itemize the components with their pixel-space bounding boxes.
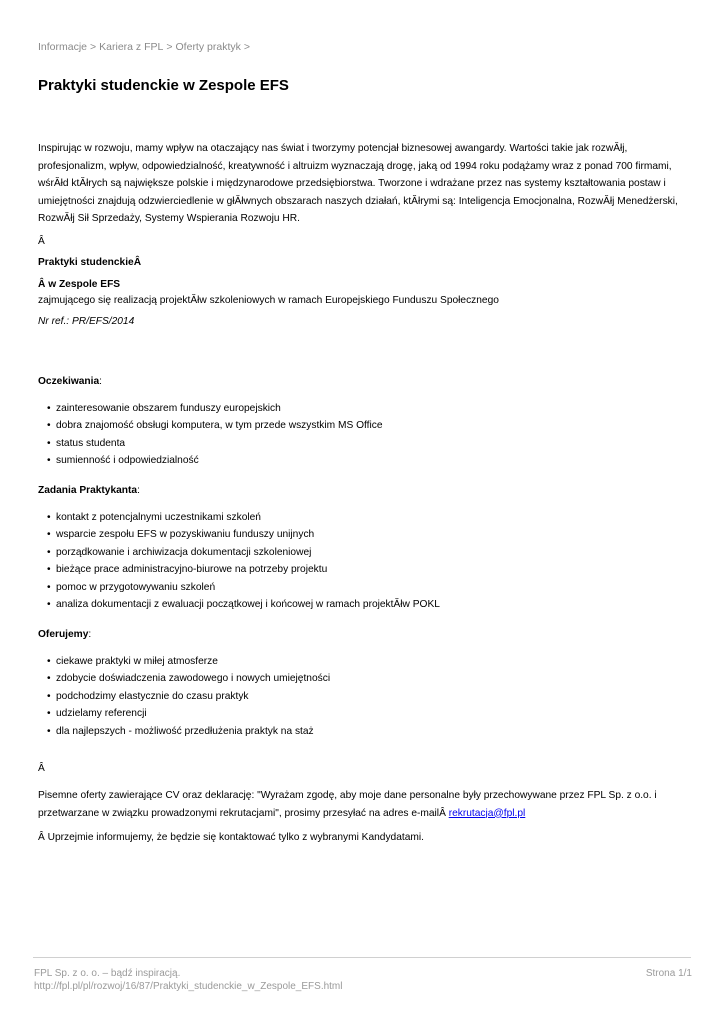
footer-page-number: Strona 1/1 — [645, 968, 692, 979]
breadcrumb — [38, 41, 253, 53]
breadcrumb-separator: > — [90, 41, 97, 53]
breadcrumb-separator: > — [166, 41, 173, 53]
section-heading-oferujemy: Oferujemy: — [38, 628, 92, 640]
breadcrumb-item-kariera[interactable]: Kariera z FPL — [99, 41, 164, 53]
list-item: • zdobycie doświadczenia zawodowego i nowych umiejętności — [47, 673, 331, 684]
intro-paragraph: Inspirując w rozwoju, mamy wpływ na otaczający nas świat i tworzymy potencjał biznesowej awangardy. Wartości takie jak rozwĂłj, profesjonalizm, wpływ, odpowiedzialność, kreatywność i altruizm wyznaczają drogę, jaką od 1994 roku podążamy wraz z ponad 700 firmami, wśrĂłd ktĂłrych są największe polskie i międzynarodowe przedsiębiorstwa. Tworzone i wdrażane przez nas systemy kształtowania postaw i umiejętności znajdują odzwierciedlenie w głĂłwnych obszarach naszych działań, ktĂłrymi są: Inteligencja Emocjonalna, RozwĂłj Menedżerski, RozwĂłj Sił Sprzedaży, Systemy Wspierania Rozwoju HR. — [38, 143, 678, 224]
closing-note: Â Uprzejmie informujemy, że będzie się kontaktować tylko z wybranymi Kandydatami. — [38, 832, 424, 843]
section-heading-zadania: Zadania Praktykanta: — [38, 484, 140, 496]
breadcrumb-separator: > — [243, 41, 251, 53]
list-item: • podchodzimy elastycznie do czasu praktyk — [47, 690, 249, 702]
list-oczekiwania — [38, 400, 688, 470]
list-item: • analiza dokumentacji z ewaluacji początkowej i końcowej w ramach projektĂłw POKL — [47, 599, 440, 610]
article-body — [38, 140, 688, 845]
list-item: • pomoc w przygotowywaniu szkoleń — [47, 581, 216, 593]
list-item: • status studenta — [47, 437, 126, 449]
list-item: • dobra znajomość obsługi komputera, w tym przede wszystkim MS Office — [47, 420, 383, 431]
list-item: • wsparcie zespołu EFS w pozyskiwaniu funduszy unijnych — [47, 529, 315, 540]
footer-divider — [33, 957, 691, 958]
list-item: • kontakt z potencjalnymi uczestnikami szkoleń — [47, 511, 261, 523]
stray-character: Â — [38, 763, 45, 774]
page-title: Praktyki studenckie w Zespole EFS — [38, 77, 289, 94]
position-description: zajmującego się realizacją projektĂłw szkoleniowych w ramach Europejskiego Funduszu Społecznego — [38, 294, 499, 306]
list-item: • dla najlepszych - możliwość przedłużenia praktyk na staż — [47, 725, 314, 737]
list-item: • porządkowanie i archiwizacja dokumentacji szkoleniowej — [47, 546, 312, 558]
list-item: • zainteresowanie obszarem funduszy europejskich — [47, 402, 281, 414]
stray-character: Â — [38, 235, 45, 247]
position-heading: Praktyki studenckieÂ — [38, 256, 142, 268]
list-item: • bieżące prace administracyjno-biurowe na potrzeby projektu — [47, 564, 328, 575]
footer-url: http://fpl.pl/pl/rozwoj/16/87/Praktyki_studenckie_w_Zespole_EFS.html — [34, 980, 343, 992]
footer-info — [34, 968, 343, 993]
list-zadania — [38, 509, 688, 614]
list-item: • udzielamy referencji — [47, 708, 147, 719]
footer-company: FPL Sp. z o. o. – bądź inspiracją. — [34, 968, 181, 979]
email-link[interactable]: rekrutacja@fpl.pl — [448, 807, 526, 819]
list-item: • ciekawe praktyki w miłej atmosferze — [47, 655, 218, 667]
breadcrumb-item-informacje[interactable]: Informacje — [38, 41, 88, 53]
reference-number: Nr ref.: PR/EFS/2014 — [38, 315, 135, 327]
list-item: • sumienność i odpowiedzialność — [47, 455, 199, 466]
application-paragraph: Pisemne oferty zawierające CV oraz deklarację: "Wyrażam zgodę, aby moje dane personalne były przechowywane przez FPL Sp. z o.o. i przetwarzane w związku prowadzonymi rekrutacjami", prosimy przesyłać na adres e-mailÂ rekrutacja@fpl.pl — [38, 790, 657, 819]
list-oferujemy — [38, 653, 688, 741]
position-team: Â w Zespole EFS — [38, 278, 121, 290]
breadcrumb-item-oferty[interactable]: Oferty praktyk — [175, 41, 241, 53]
section-heading-oczekiwania: Oczekiwania: — [38, 375, 102, 387]
